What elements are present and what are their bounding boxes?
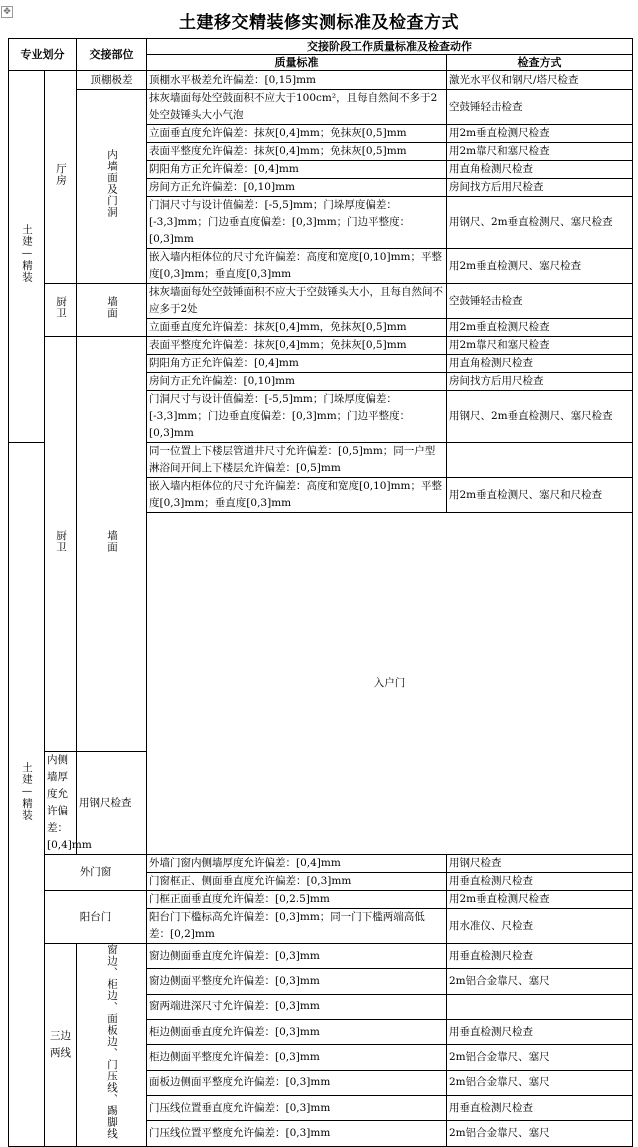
method-cell: 用2m垂直检测尺检查 (447, 319, 633, 337)
standard-cell: 窗边侧面平整度允许偏差：[0,3]mm (147, 969, 447, 994)
header-standard: 质量标准 (147, 55, 447, 71)
standard-cell: 表面平整度允许偏差：抹灰[0,4]mm；免抹灰[0,5]mm (147, 143, 447, 161)
standard-cell: 顶棚水平极差允许偏差：[0,15]mm (147, 71, 447, 90)
room-label: 厨卫 (55, 529, 67, 553)
standard-cell: 门洞尺寸与设计值偏差：[-5,5]mm；门垛厚度偏差：[-3,3]mm；门边垂直度偏差：[0,3]mm；门边平整度：[0,3]mm (147, 197, 447, 249)
major-cell (9, 71, 45, 443)
method-cell: 2m铝合金靠尺、塞尺 (447, 969, 633, 994)
method-cell: 用钢尺、2m垂直检测尺、塞尺检查 (447, 391, 633, 443)
table-move-handle-icon[interactable]: ✥ (1, 6, 13, 18)
method-cell: 用钢尺检查 (447, 855, 633, 873)
header-major: 专业划分 (9, 39, 77, 71)
major-label: 土建—精装 (21, 224, 33, 283)
part-cell (77, 284, 147, 337)
method-cell: 2m铝合金靠尺、塞尺 (447, 1070, 633, 1095)
part-sub-label: 窗边、柜边、面板边、门压线、踢脚线 (106, 944, 118, 1140)
method-cell: 用2m垂直检测尺、塞尺和尺检查 (447, 478, 633, 513)
standard-cell: 外墙门窗内侧墙厚度允许偏差：[0,4]mm (147, 855, 447, 873)
method-cell: 用钢尺、2m垂直检测尺、塞尺检查 (447, 197, 633, 249)
part-label: 墙面 (106, 529, 118, 553)
standard-cell: 门洞尺寸与设计值偏差：[-5,5]mm；门垛厚度偏差：[-3,3]mm；门边垂直度偏差：[0,3]mm；门边平整度：[0,3]mm (147, 391, 447, 443)
method-cell (447, 994, 633, 1019)
table-row (9, 337, 633, 355)
standard-cell: 柜边侧面平整度允许偏差：[0,3]mm (147, 1045, 447, 1070)
method-cell: 空鼓锤轻击检查 (447, 284, 633, 319)
method-cell: 用2m垂直检测尺检查 (447, 891, 633, 909)
standard-cell: 阳台门下槛标高允许偏差：[0,3]mm；同一门下槛两端高低差：[0,2]mm (147, 909, 447, 944)
table-row (9, 71, 633, 90)
part-cell: 外门窗 (45, 855, 147, 891)
table-row (9, 944, 633, 969)
table-row (9, 855, 633, 873)
method-cell: 2m铝合金靠尺、塞尺 (447, 1045, 633, 1070)
room-cell (45, 284, 77, 337)
room-label: 厅房 (55, 162, 67, 186)
part-cell: 入户门 (147, 513, 633, 855)
part-cell (77, 337, 147, 752)
method-cell: 用垂直检测尺检查 (447, 1095, 633, 1120)
standard-cell: 柜边侧面垂直度允许偏差：[0,3]mm (147, 1019, 447, 1044)
method-cell: 房间找方后用尺检查 (447, 179, 633, 197)
method-cell: 用2m靠尺和塞尺检查 (447, 143, 633, 161)
standard-cell: 窗两端进深尺寸允许偏差：[0,3]mm (147, 994, 447, 1019)
method-cell: 用水准仪、尺检查 (447, 909, 633, 944)
standard-cell: 抹灰墙面每处空鼓面积不应大于100cm²，且每自然间不多于2处空鼓锤头大小气泡 (147, 90, 447, 125)
standard-cell: 门窗框正、侧面垂直度允许偏差：[0,3]mm (147, 873, 447, 891)
part-cell: 顶棚极差 (77, 71, 147, 90)
table-row (9, 284, 633, 319)
standard-cell: 嵌入墙内柜体位的尺寸允许偏差：高度和宽度[0,10]mm；平整度[0,3]mm；垂直度[0,3]mm (147, 478, 447, 513)
standard-cell: 窗边侧面垂直度允许偏差：[0,3]mm (147, 944, 447, 969)
method-cell: 2m铝合金靠尺、塞尺 (447, 1121, 633, 1146)
room-cell (45, 337, 77, 752)
standard-cell: 阴阳角方正允许偏差：[0,4]mm (147, 355, 447, 373)
standard-cell: 表面平整度允许偏差：抹灰[0,4]mm；免抹灰[0,5]mm (147, 337, 447, 355)
part-cell (77, 90, 147, 284)
part-label: 墙面 (106, 295, 118, 319)
table-row (9, 90, 633, 125)
major-label: 土建—精装 (21, 761, 33, 821)
part-cell: 三边两线 (45, 944, 77, 1147)
part-cell: 阳台门 (45, 891, 147, 944)
room-cell (45, 71, 77, 284)
method-cell: 用直角检测尺检查 (447, 161, 633, 179)
standard-cell: 房间方正允许偏差：[0,10]mm (147, 179, 447, 197)
standard-cell: 门压线位置平整度允许偏差：[0,3]mm (147, 1121, 447, 1146)
standard-cell: 立面垂直度允许偏差：抹灰[0,4]mm，免抹灰[0,5]mm (147, 319, 447, 337)
standard-cell: 内侧墙厚度允许偏差：[0,4]mm (45, 752, 77, 855)
method-cell: 用2m靠尺和塞尺检查 (447, 337, 633, 355)
major-cell (9, 443, 45, 1147)
header-part: 交接部位 (77, 39, 147, 71)
standard-cell: 同一位置上下楼层管道井尺寸允许偏差：[0,5]mm；同一户型淋浴间开间上下楼层允许偏差：[0,5]mm (147, 443, 447, 478)
part-label: 内墙面及门洞 (106, 149, 118, 218)
room-label: 厨卫 (55, 295, 67, 319)
method-cell: 房间找方后用尺检查 (447, 373, 633, 391)
method-cell: 空鼓锤轻击检查 (447, 90, 633, 125)
method-cell: 用2m垂直检测尺、塞尺检查 (447, 249, 633, 284)
standard-cell: 门压线位置垂直度允许偏差：[0,3]mm (147, 1095, 447, 1120)
method-cell: 用垂直检测尺检查 (447, 1019, 633, 1044)
standard-cell: 抹灰墙面每处空鼓锤面积不应大于空鼓锤头大小，且每自然间不应多于2处 (147, 284, 447, 319)
method-cell: 用2m垂直检测尺检查 (447, 125, 633, 143)
method-cell: 用垂直检测尺检查 (447, 944, 633, 969)
standard-cell: 门框正面垂直度允许偏差：[0,2.5]mm (147, 891, 447, 909)
method-cell: 激光水平仪和钢尺/塔尺检查 (447, 71, 633, 90)
header-method: 检查方式 (447, 55, 633, 71)
standard-cell: 嵌入墙内柜体位的尺寸允许偏差：高度和宽度[0,10]mm；平整度[0,3]mm；垂直度[0,3]mm (147, 249, 447, 284)
header-row (9, 39, 633, 55)
method-cell: 用钢尺检查 (77, 752, 147, 855)
header-stage: 交接阶段工作质量标准及检查动作 (147, 39, 633, 55)
method-cell: 用直角检测尺检查 (447, 355, 633, 373)
table-row (9, 891, 633, 909)
standard-cell: 面板边侧面平整度允许偏差：[0,3]mm (147, 1070, 447, 1095)
standard-cell: 立面垂直度允许偏差：抹灰[0,4]mm；免抹灰[0,5]mm (147, 125, 447, 143)
page-title: 土建移交精装修实测标准及检查方式 (179, 13, 459, 33)
standard-cell: 阴阳角方正允许偏差：[0,4]mm (147, 161, 447, 179)
method-cell (447, 443, 633, 478)
method-cell: 用垂直检测尺检查 (447, 873, 633, 891)
inspection-table (8, 38, 633, 1147)
standard-cell: 房间方正允许偏差：[0,10]mm (147, 373, 447, 391)
part-sub-cell (77, 944, 147, 1147)
